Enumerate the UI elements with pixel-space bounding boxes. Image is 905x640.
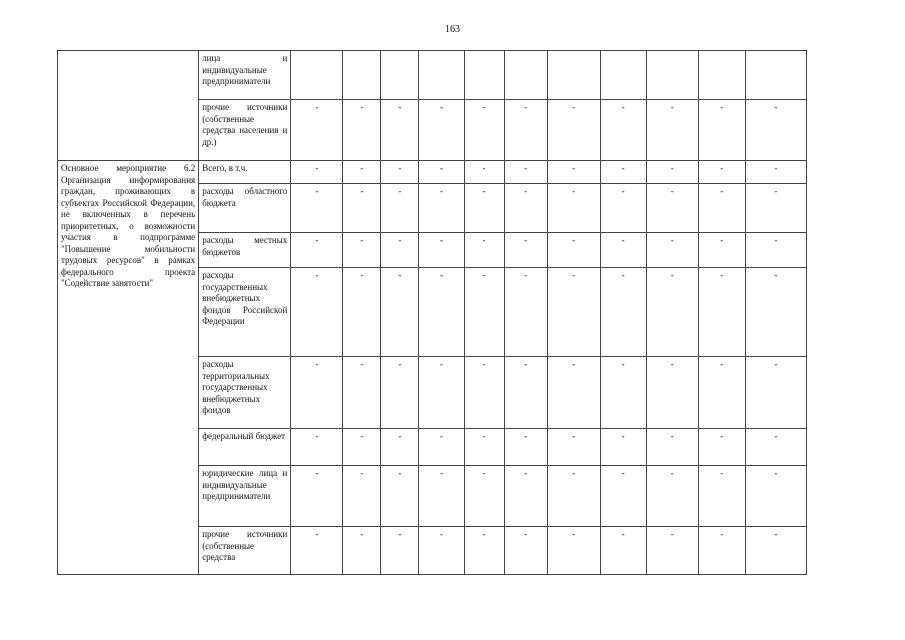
value-cell: -: [343, 429, 381, 466]
value-cell: -: [698, 100, 745, 161]
value-cell: -: [291, 466, 343, 527]
value-cell: [698, 51, 745, 100]
value-cell: -: [504, 233, 547, 268]
funding-table: [57, 50, 807, 575]
value-cell: -: [745, 527, 806, 575]
funding-source-cell: Всего, в т.ч.: [199, 161, 291, 184]
value-cell: -: [504, 466, 547, 527]
value-cell: -: [464, 357, 504, 429]
funding-source-cell: федеральный бюджет: [199, 429, 291, 466]
value-cell: -: [646, 466, 698, 527]
value-cell: -: [291, 268, 343, 357]
funding-source-cell: прочие источники (собственные средства населения и др.): [199, 100, 291, 161]
value-cell: -: [745, 233, 806, 268]
value-cell: -: [600, 100, 646, 161]
value-cell: [504, 51, 547, 100]
value-cell: -: [646, 100, 698, 161]
value-cell: -: [547, 357, 600, 429]
value-cell: -: [547, 184, 600, 233]
value-cell: -: [419, 100, 464, 161]
value-cell: -: [381, 233, 419, 268]
value-cell: -: [698, 466, 745, 527]
value-cell: [419, 51, 464, 100]
funding-source-cell: юридические лица и индивидуальные предприниматели: [199, 466, 291, 527]
funding-source-cell: расходы государственных внебюджетных фондов Российской Федерации: [199, 268, 291, 357]
value-cell: -: [464, 233, 504, 268]
value-cell: -: [291, 100, 343, 161]
value-cell: -: [745, 466, 806, 527]
funding-source-cell: расходы местных бюджетов: [199, 233, 291, 268]
value-cell: -: [291, 429, 343, 466]
value-cell: -: [547, 429, 600, 466]
value-cell: -: [381, 184, 419, 233]
funding-source-cell: расходы областного бюджета: [199, 184, 291, 233]
value-cell: -: [600, 466, 646, 527]
value-cell: -: [698, 429, 745, 466]
value-cell: -: [464, 100, 504, 161]
value-cell: -: [504, 527, 547, 575]
value-cell: -: [381, 429, 419, 466]
value-cell: [547, 51, 600, 100]
value-cell: -: [547, 233, 600, 268]
value-cell: -: [419, 527, 464, 575]
value-cell: -: [419, 233, 464, 268]
value-cell: [600, 51, 646, 100]
value-cell: -: [600, 184, 646, 233]
value-cell: -: [646, 161, 698, 184]
value-cell: -: [646, 184, 698, 233]
value-cell: -: [343, 233, 381, 268]
funding-source-cell: расходы территориальных государственных внебюджетных фондов: [199, 357, 291, 429]
value-cell: -: [419, 429, 464, 466]
value-cell: -: [745, 184, 806, 233]
value-cell: -: [600, 429, 646, 466]
value-cell: -: [381, 100, 419, 161]
funding-source-cell: лица и индивидуальные предприниматели: [199, 51, 291, 100]
value-cell: -: [600, 161, 646, 184]
value-cell: -: [504, 357, 547, 429]
value-cell: -: [745, 161, 806, 184]
value-cell: [381, 51, 419, 100]
value-cell: -: [504, 268, 547, 357]
table-body: [58, 51, 807, 575]
value-cell: -: [464, 466, 504, 527]
value-cell: -: [646, 527, 698, 575]
value-cell: [646, 51, 698, 100]
value-cell: -: [419, 357, 464, 429]
table-row: [58, 161, 807, 184]
value-cell: -: [343, 268, 381, 357]
value-cell: -: [504, 100, 547, 161]
value-cell: -: [745, 357, 806, 429]
value-cell: -: [745, 268, 806, 357]
value-cell: [464, 51, 504, 100]
value-cell: [745, 51, 806, 100]
value-cell: -: [698, 268, 745, 357]
value-cell: -: [291, 161, 343, 184]
value-cell: -: [419, 268, 464, 357]
value-cell: -: [343, 184, 381, 233]
value-cell: -: [419, 161, 464, 184]
value-cell: -: [547, 466, 600, 527]
value-cell: -: [381, 161, 419, 184]
value-cell: -: [504, 184, 547, 233]
value-cell: -: [464, 429, 504, 466]
measure-title-cell: Основное мероприятие 6.2 Организация информирования граждан, проживающих в субъектах Российской Федерации, не включенных в перечень приоритетных, о возможности участия в подпрограмме "Повышение мобильности трудовых ресурсов" в рамках федерального проекта "Содействие занятости": [58, 161, 199, 575]
value-cell: -: [381, 357, 419, 429]
value-cell: -: [291, 233, 343, 268]
value-cell: -: [646, 233, 698, 268]
value-cell: -: [464, 184, 504, 233]
value-cell: -: [547, 268, 600, 357]
value-cell: -: [698, 357, 745, 429]
value-cell: -: [698, 527, 745, 575]
value-cell: -: [646, 357, 698, 429]
value-cell: -: [745, 429, 806, 466]
value-cell: -: [646, 268, 698, 357]
value-cell: -: [547, 100, 600, 161]
value-cell: -: [291, 184, 343, 233]
value-cell: -: [464, 161, 504, 184]
value-cell: -: [343, 100, 381, 161]
value-cell: -: [419, 184, 464, 233]
page-number: 163: [445, 24, 460, 35]
value-cell: -: [504, 161, 547, 184]
value-cell: -: [698, 184, 745, 233]
value-cell: -: [291, 357, 343, 429]
value-cell: -: [600, 268, 646, 357]
value-cell: -: [504, 429, 547, 466]
value-cell: -: [343, 357, 381, 429]
value-cell: -: [464, 527, 504, 575]
value-cell: -: [698, 233, 745, 268]
value-cell: -: [600, 357, 646, 429]
table-row: [58, 51, 807, 100]
value-cell: -: [381, 268, 419, 357]
value-cell: -: [419, 466, 464, 527]
value-cell: -: [291, 527, 343, 575]
value-cell: -: [343, 161, 381, 184]
value-cell: [343, 51, 381, 100]
value-cell: -: [547, 161, 600, 184]
value-cell: -: [381, 527, 419, 575]
funding-source-cell: прочие источники (собственные средства: [199, 527, 291, 575]
value-cell: -: [745, 100, 806, 161]
value-cell: -: [464, 268, 504, 357]
value-cell: -: [646, 429, 698, 466]
value-cell: -: [698, 161, 745, 184]
value-cell: [291, 51, 343, 100]
value-cell: -: [600, 527, 646, 575]
measure-cell-empty: [58, 51, 199, 161]
value-cell: -: [343, 466, 381, 527]
value-cell: -: [600, 233, 646, 268]
value-cell: -: [381, 466, 419, 527]
value-cell: -: [343, 527, 381, 575]
value-cell: -: [547, 527, 600, 575]
